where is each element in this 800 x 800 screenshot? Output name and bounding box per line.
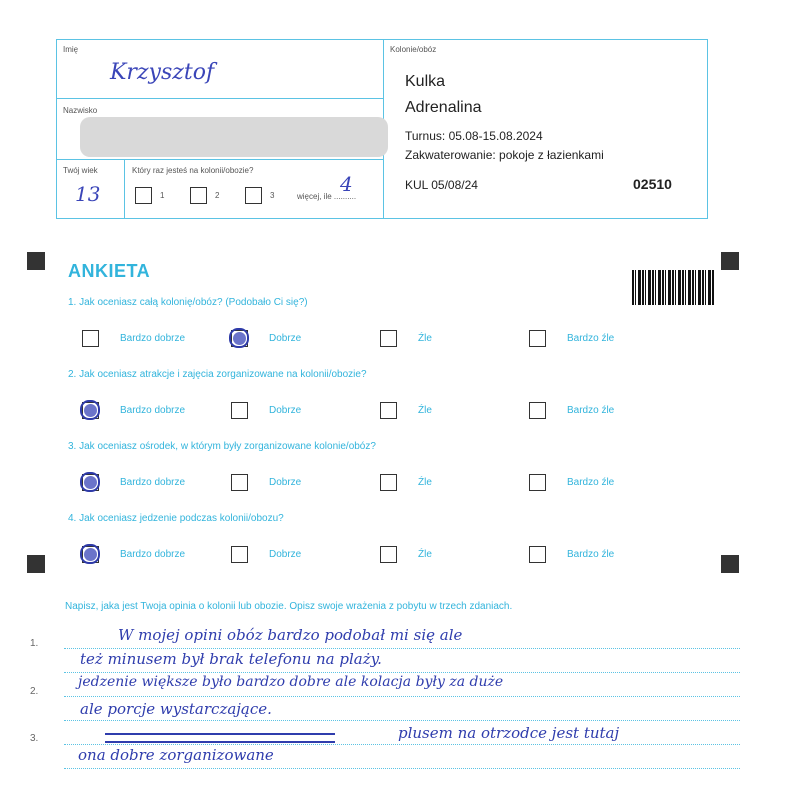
- ktory-label: Który raz jesteś na kolonii/obozie?: [132, 166, 254, 175]
- q1-label-bardzo-dobrze: Bardzo dobrze: [120, 333, 186, 344]
- q1-option-dobrze[interactable]: [231, 330, 248, 347]
- line-number-2: 2.: [30, 686, 39, 697]
- line-number-3: 3.: [30, 733, 39, 744]
- camp-sub: Adrenalina: [405, 99, 482, 116]
- q4-option-bardzo-dobrze[interactable]: [82, 546, 99, 563]
- q1-label-zle: Źle: [418, 333, 432, 344]
- registration-marker: [27, 555, 45, 573]
- redaction-bar: [80, 117, 388, 157]
- q2-option-bardzo-dobrze[interactable]: [82, 402, 99, 419]
- q1-option-zle[interactable]: [380, 330, 397, 347]
- divider: [124, 159, 125, 219]
- imie-value[interactable]: Krzysztof: [110, 60, 215, 85]
- handwriting-line-4[interactable]: ale porcje wystarczające.: [80, 700, 272, 718]
- q4-label-zle: Źle: [418, 549, 432, 560]
- q1-label-dobrze: Dobrze: [269, 333, 302, 344]
- q2-option-bardzo-zle[interactable]: [529, 402, 546, 419]
- checkmark-scribble: [229, 328, 249, 348]
- zakwaterowanie: Zakwaterowanie: pokoje z łazienkami: [405, 148, 604, 162]
- q3-option-zle[interactable]: [380, 474, 397, 491]
- q2-label-dobrze: Dobrze: [269, 405, 302, 416]
- q1-label-bardzo-zle: Bardzo źle: [567, 333, 615, 344]
- q1-option-bardzo-zle[interactable]: [529, 330, 546, 347]
- wiecej-value[interactable]: 4: [340, 172, 353, 196]
- q3-label-bardzo-dobrze: Bardzo dobrze: [120, 477, 186, 488]
- q4-option-bardzo-zle[interactable]: [529, 546, 546, 563]
- handwriting-line-5[interactable]: plusem na otrzodce jest tutaj: [398, 724, 620, 742]
- visit-checkbox-3[interactable]: [245, 187, 262, 204]
- writing-line: [64, 720, 740, 721]
- writing-line: [64, 672, 740, 673]
- wiek-value[interactable]: 13: [75, 182, 101, 206]
- q4-option-zle[interactable]: [380, 546, 397, 563]
- handwriting-line-6[interactable]: ona dobre zorganizowane: [78, 746, 274, 764]
- visit-option-2: 2: [215, 191, 220, 200]
- q3-label-dobrze: Dobrze: [269, 477, 302, 488]
- q3-option-dobrze[interactable]: [231, 474, 248, 491]
- wiek-label: Twój wiek: [63, 166, 98, 175]
- wiecej-label: więcej, ile ..........: [297, 192, 357, 201]
- question-2: 2. Jak oceniasz atrakcje i zajęcia zorganizowane na kolonii/obozie?: [68, 369, 367, 380]
- opinion-prompt: Napisz, jaka jest Twoja opinia o kolonii lub obozie. Opisz swoje wrażenia z pobytu w trzech zdaniach.: [65, 601, 513, 612]
- q4-label-bardzo-zle: Bardzo źle: [567, 549, 615, 560]
- q2-option-dobrze[interactable]: [231, 402, 248, 419]
- visit-option-3: 3: [270, 191, 275, 200]
- handwriting-line-3[interactable]: jedzenie większe było bardzo dobre ale kolacja były za duże: [78, 674, 504, 690]
- camp-code: KUL 05/08/24: [405, 178, 478, 192]
- q2-option-zle[interactable]: [380, 402, 397, 419]
- handwriting-line-2[interactable]: też minusem był brak telefonu na plaży.: [80, 650, 382, 668]
- form-number: 02510: [633, 176, 672, 192]
- divider: [56, 159, 384, 160]
- question-1: 1. Jak oceniasz całą kolonię/obóz? (Podobało Ci się?): [68, 297, 308, 308]
- q3-option-bardzo-dobrze[interactable]: [82, 474, 99, 491]
- strikethrough-scribble: [105, 733, 335, 743]
- registration-marker: [27, 252, 45, 270]
- writing-line: [64, 768, 740, 769]
- q3-label-bardzo-zle: Bardzo źle: [567, 477, 615, 488]
- q3-label-zle: Źle: [418, 477, 432, 488]
- q2-label-zle: Źle: [418, 405, 432, 416]
- checkmark-scribble: [80, 544, 100, 564]
- barcode: [632, 270, 714, 305]
- registration-marker: [721, 555, 739, 573]
- writing-line: [64, 744, 740, 745]
- writing-line: [64, 648, 740, 649]
- turnus: Turnus: 05.08-15.08.2024: [405, 129, 543, 143]
- nazwisko-label: Nazwisko: [63, 106, 98, 115]
- kolonie-label: Kolonie/obóz: [390, 45, 437, 54]
- q2-label-bardzo-dobrze: Bardzo dobrze: [120, 405, 186, 416]
- question-3: 3. Jak oceniasz ośrodek, w którym były zorganizowane kolonie/obóz?: [68, 441, 376, 452]
- registration-marker: [721, 252, 739, 270]
- visit-checkbox-1[interactable]: [135, 187, 152, 204]
- checkmark-scribble: [80, 472, 100, 492]
- line-number-1: 1.: [30, 638, 39, 649]
- survey-title: ANKIETA: [68, 261, 151, 281]
- checkmark-scribble: [80, 400, 100, 420]
- question-4: 4. Jak oceniasz jedzenie podczas kolonii/obozu?: [68, 513, 284, 524]
- visit-checkbox-2[interactable]: [190, 187, 207, 204]
- imie-label: Imię: [63, 45, 79, 54]
- camp-name: Kulka: [405, 73, 446, 90]
- divider: [56, 98, 384, 99]
- q4-label-dobrze: Dobrze: [269, 549, 302, 560]
- q2-label-bardzo-zle: Bardzo źle: [567, 405, 615, 416]
- writing-line: [64, 696, 740, 697]
- visit-option-1: 1: [160, 191, 165, 200]
- q4-label-bardzo-dobrze: Bardzo dobrze: [120, 549, 186, 560]
- handwriting-line-1[interactable]: W mojej opini obóz bardzo podobał mi się ale: [118, 626, 463, 644]
- q3-option-bardzo-zle[interactable]: [529, 474, 546, 491]
- q4-option-dobrze[interactable]: [231, 546, 248, 563]
- q1-option-bardzo-dobrze[interactable]: [82, 330, 99, 347]
